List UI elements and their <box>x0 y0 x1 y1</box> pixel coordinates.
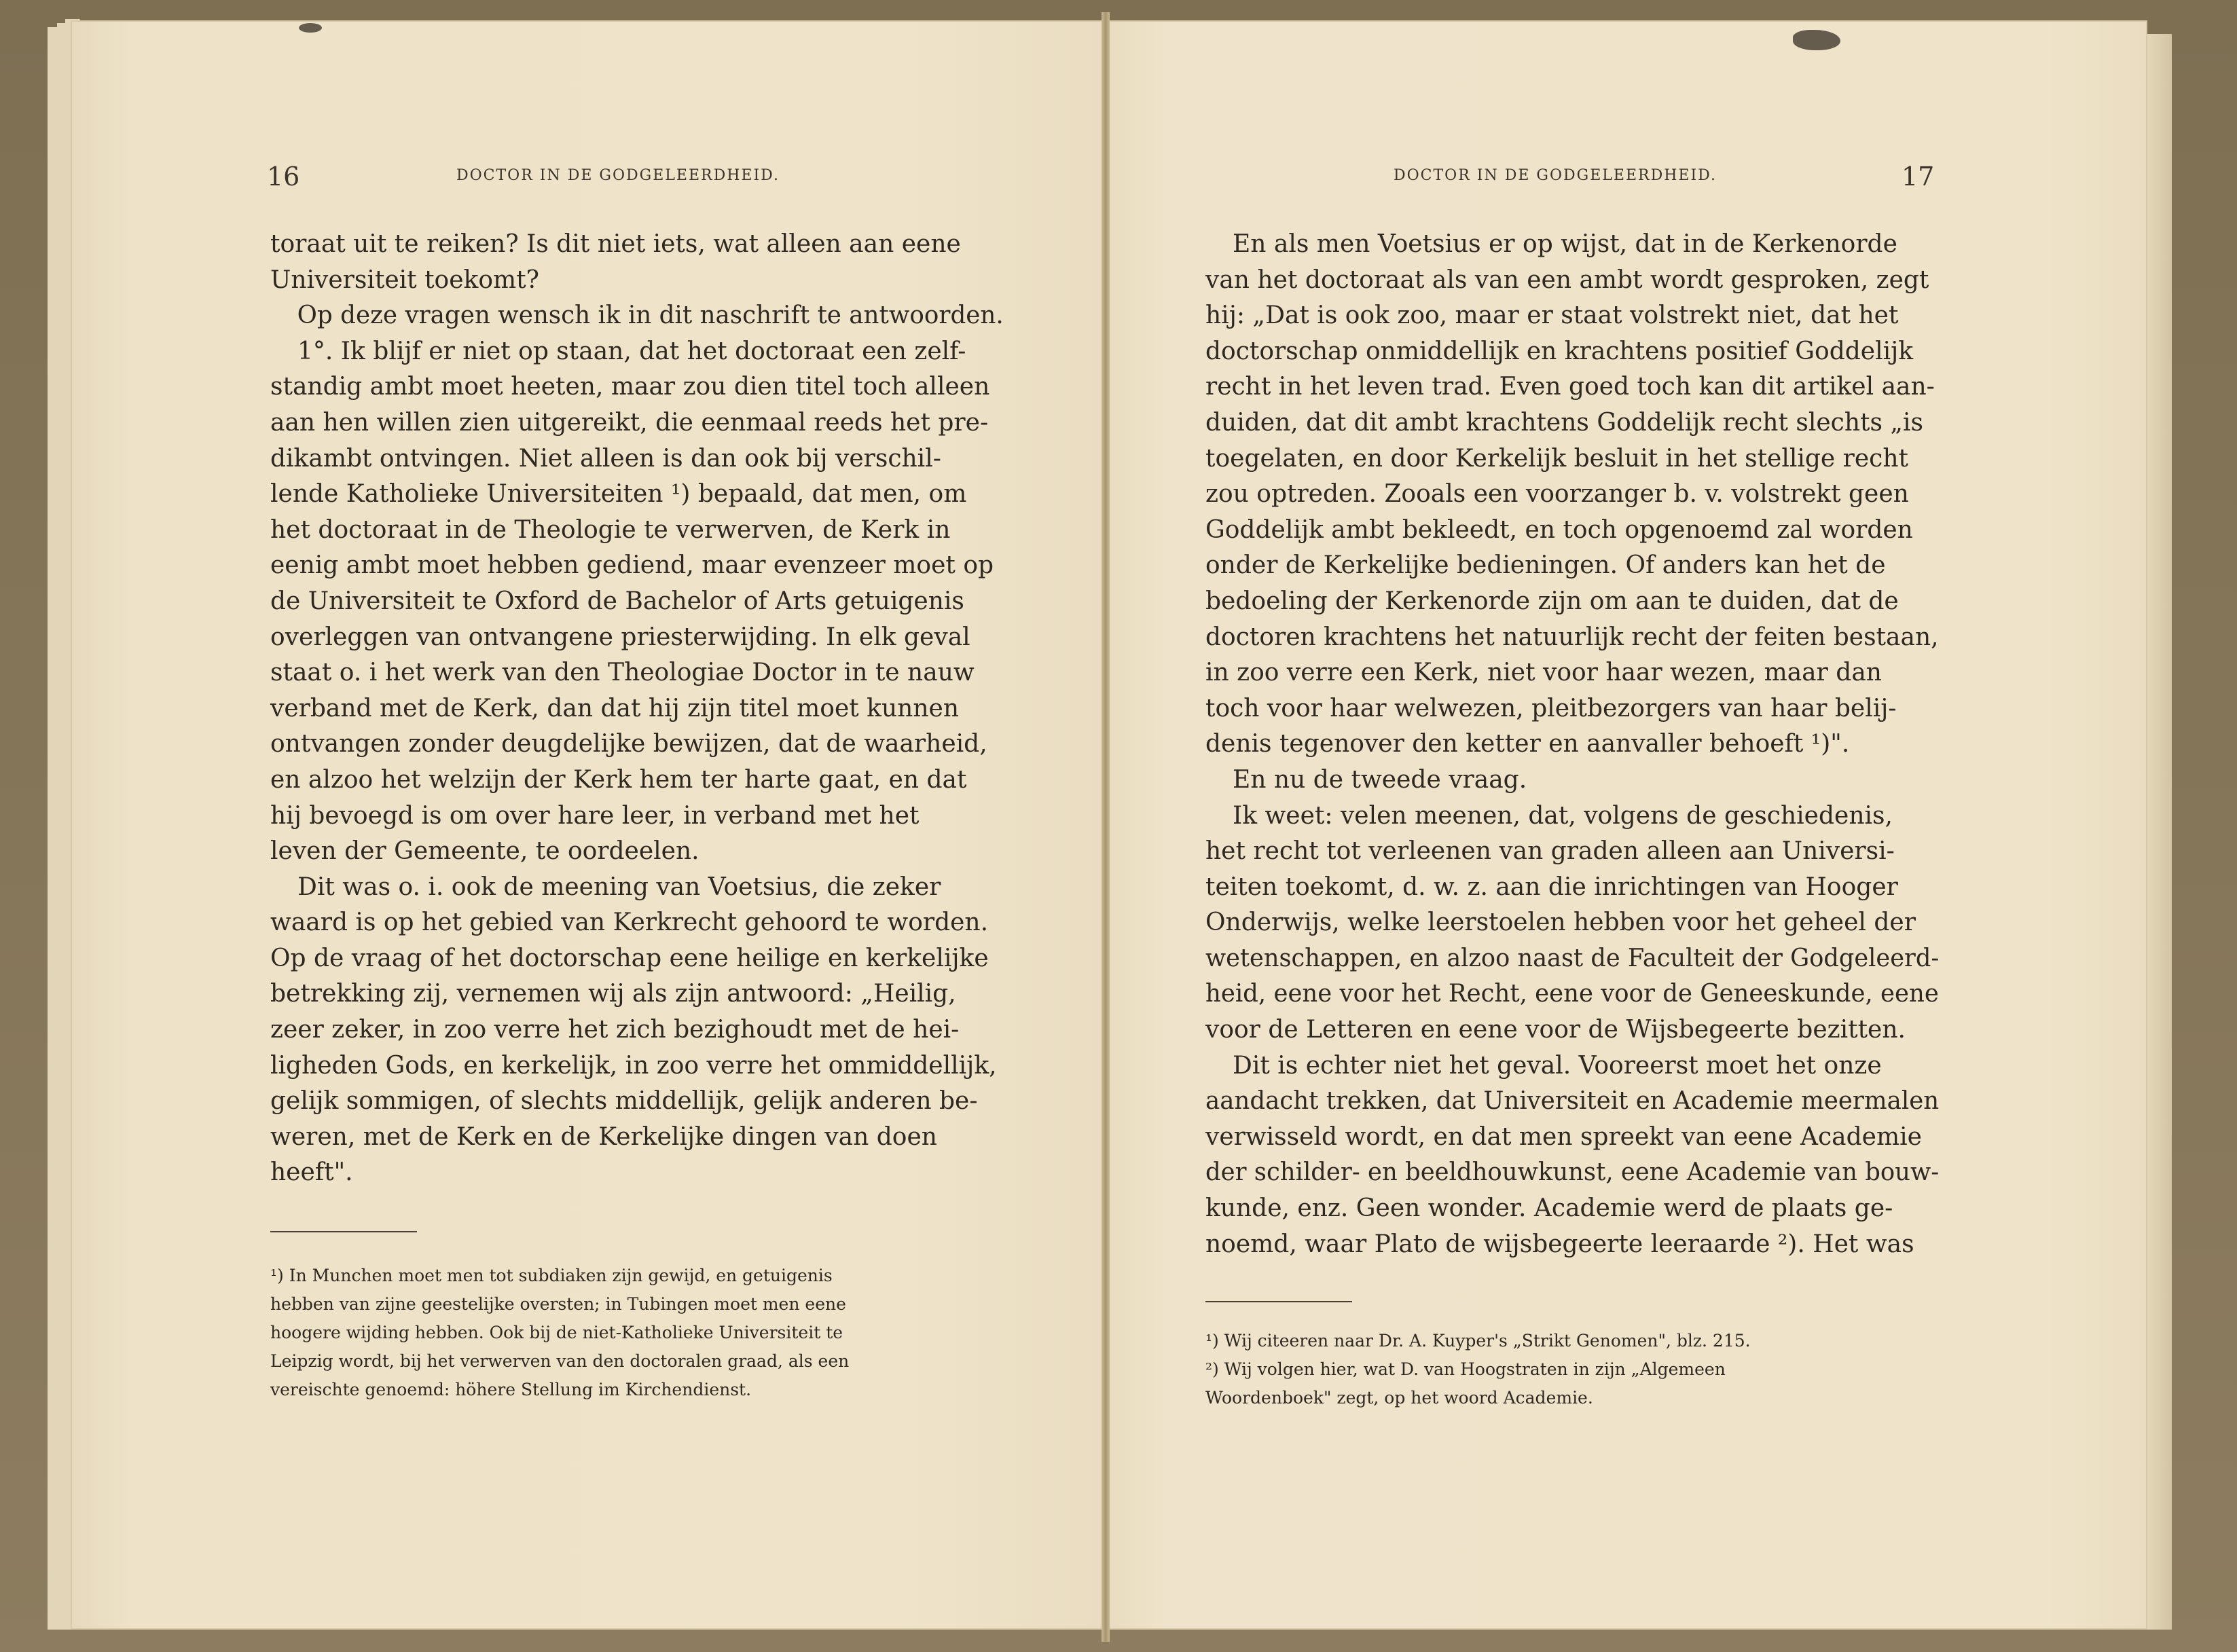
text-line: hij bevoegd is om over hare leer, in verband met het <box>270 801 920 830</box>
text-line: Ik weet: velen meenen, dat, volgens de geschiedenis, <box>1233 801 1893 830</box>
text-line: overleggen van ontvangene priesterwijding. In elk geval <box>270 623 970 651</box>
text-line: noemd, waar Plato de wijsbegeerte leeraarde ²). Het was <box>1205 1230 1914 1258</box>
page-number-left: 16 <box>267 162 300 191</box>
left-page-footnotes <box>270 1262 1004 1404</box>
right-page-body <box>1205 227 1939 1262</box>
text-line: wetenschappen, en alzoo naast de Faculteit der Godgeleerd- <box>1205 944 1940 972</box>
text-line: toegelaten, en door Kerkelijk besluit in het stellige recht <box>1205 444 1908 473</box>
footnote-rule-right <box>1205 1301 1352 1302</box>
text-line: heid, eene voor het Recht, eene voor de Geneeskunde, eene <box>1205 980 1939 1008</box>
text-line: standig ambt moet heeten, maar zou dien titel toch alleen <box>270 373 990 401</box>
footnote-line: ²) Wij volgen hier, wat D. van Hoogstraten in zijn „Algemeen <box>1205 1359 1726 1379</box>
running-head-left: DOCTOR IN DE GODGELEERDHEID. <box>456 167 780 184</box>
footnote-line: ¹) Wij citeeren naar Dr. A. Kuyper's „Strikt Genomen", blz. 215. <box>1205 1331 1751 1351</box>
text-line: En nu de tweede vraag. <box>1233 765 1527 794</box>
text-line: in zoo verre een Kerk, niet voor haar wezen, maar dan <box>1205 659 1882 687</box>
text-line: dikambt ontvingen. Niet alleen is dan ook bij verschil- <box>270 444 941 473</box>
text-line: ontvangen zonder deugdelijke bewijzen, dat de waarheid, <box>270 730 987 758</box>
text-line: hij: „Dat is ook zoo, maar er staat volstrekt niet, dat het <box>1205 301 1899 330</box>
text-line: en alzoo het welzijn der Kerk hem ter harte gaat, en dat <box>270 765 967 794</box>
footnote-line: hebben van zijne geestelijke oversten; in Tubingen moet men eene <box>270 1294 846 1314</box>
right-page-edge <box>2147 34 2172 1630</box>
text-line: Universiteit toekomt? <box>270 265 539 294</box>
text-line: heeft". <box>270 1158 353 1187</box>
page-number-right: 17 <box>1902 162 1935 191</box>
text-line: duiden, dat dit ambt krachtens Goddelijk recht slechts „is <box>1205 408 1924 437</box>
text-line: weren, met de Kerk en de Kerkelijke dingen van doen <box>270 1122 937 1151</box>
text-line: 1°. Ik blijf er niet op staan, dat het doctoraat een zelf- <box>297 337 966 365</box>
text-line: der schilder- en beeldhouwkunst, eene Academie van bouw- <box>1205 1158 1940 1187</box>
text-line: Dit is echter niet het geval. Vooreerst moet het onze <box>1233 1051 1882 1080</box>
ink-smudge <box>1793 30 1840 50</box>
text-line: kunde, enz. Geen wonder. Academie werd de plaats ge- <box>1205 1194 1893 1223</box>
text-line: eenig ambt moet hebben gediend, maar evenzeer moet op <box>270 551 994 580</box>
text-line: denis tegenover den ketter en aanvaller behoeft ¹)". <box>1205 730 1850 758</box>
text-line: toch voor haar welwezen, pleitbezorgers van haar belij- <box>1205 694 1897 722</box>
text-line: het doctoraat in de Theologie te verwerven, de Kerk in <box>270 515 951 544</box>
footnote-line: ¹) In Munchen moet men tot subdiaken zijn gewijd, en getuigenis <box>270 1266 833 1285</box>
text-line: van het doctoraat als van een ambt wordt gesproken, zegt <box>1205 265 1929 294</box>
text-line: Op deze vragen wensch ik in dit naschrift te antwoorden. <box>297 301 1004 330</box>
footnote-rule-left <box>270 1231 417 1232</box>
text-line: teiten toekomt, d. w. z. aan die inrichtingen van Hooger <box>1205 873 1898 901</box>
text-line: onder de Kerkelijke bedieningen. Of anders kan het de <box>1205 551 1886 580</box>
ink-smudge <box>299 23 322 33</box>
text-line: doctorschap onmiddellijk en krachtens positief Goddelijk <box>1205 337 1914 365</box>
left-page-body <box>270 227 1004 1191</box>
text-line: verwisseld wordt, en dat men spreekt van eene Academie <box>1205 1122 1922 1151</box>
text-line: recht in het leven trad. Even goed toch kan dit artikel aan- <box>1205 373 1935 401</box>
text-line: voor de Letteren en eene voor de Wijsbegeerte bezitten. <box>1205 1016 1906 1044</box>
text-line: Dit was o. i. ook de meening van Voetsius, die zeker <box>297 873 941 901</box>
text-line: aandacht trekken, dat Universiteit en Academie meermalen <box>1205 1087 1940 1116</box>
text-line: waard is op het gebied van Kerkrecht gehoord te worden. <box>270 908 989 937</box>
text-line: het recht tot verleenen van graden alleen aan Universi- <box>1205 837 1895 866</box>
text-line: bedoeling der Kerkenorde zijn om aan te duiden, dat de <box>1205 587 1899 615</box>
text-line: lende Katholieke Universiteiten ¹) bepaald, dat men, om <box>270 480 967 509</box>
text-line: betrekking zij, vernemen wij als zijn antwoord: „Heilig, <box>270 980 956 1008</box>
text-line: Onderwijs, welke leerstoelen hebben voor het geheel der <box>1205 908 1916 937</box>
text-line: Op de vraag of het doctorschap eene heilige en kerkelijke <box>270 944 989 972</box>
footnote-line: Leipzig wordt, bij het verwerven van den doctoralen graad, als een <box>270 1351 850 1371</box>
text-line: zeer zeker, in zoo verre het zich bezighoudt met de hei- <box>270 1016 960 1044</box>
footnote-line: Woordenboek" zegt, op het woord Academie. <box>1205 1388 1593 1408</box>
footnote-line: vereischte genoemd: höhere Stellung im Kirchendienst. <box>270 1380 752 1399</box>
text-line: En als men Voetsius er op wijst, dat in de Kerkenorde <box>1233 230 1897 258</box>
text-line: Goddelijk ambt bekleedt, en toch opgenoemd zal worden <box>1205 515 1913 544</box>
text-line: leven der Gemeente, te oordeelen. <box>270 837 699 866</box>
running-head-right: DOCTOR IN DE GODGELEERDHEID. <box>1394 167 1717 184</box>
text-line: verband met de Kerk, dan dat hij zijn titel moet kunnen <box>270 694 960 722</box>
footnote-line: hoogere wijding hebben. Ook bij de niet-Katholieke Universiteit te <box>270 1323 843 1342</box>
text-line: zou optreden. Zooals een voorzanger b. v. volstrekt geen <box>1205 480 1909 509</box>
text-line: ligheden Gods, en kerkelijk, in zoo verre het ommiddellijk, <box>270 1051 997 1080</box>
text-line: staat o. i het werk van den Theologiae Doctor in te nauw <box>270 659 975 687</box>
text-line: doctoren krachtens het natuurlijk recht der feiten bestaan, <box>1205 623 1939 651</box>
book-gutter <box>1102 12 1110 1642</box>
text-line: gelijk sommigen, of slechts middellijk, gelijk anderen be- <box>270 1087 978 1116</box>
text-line: toraat uit te reiken? Is dit niet iets, wat alleen aan eene <box>270 230 961 258</box>
right-page-footnotes <box>1205 1327 1939 1412</box>
text-line: de Universiteit te Oxford de Bachelor of Arts getuigenis <box>270 587 964 615</box>
text-line: aan hen willen zien uitgereikt, die eenmaal reeds het pre- <box>270 408 989 437</box>
